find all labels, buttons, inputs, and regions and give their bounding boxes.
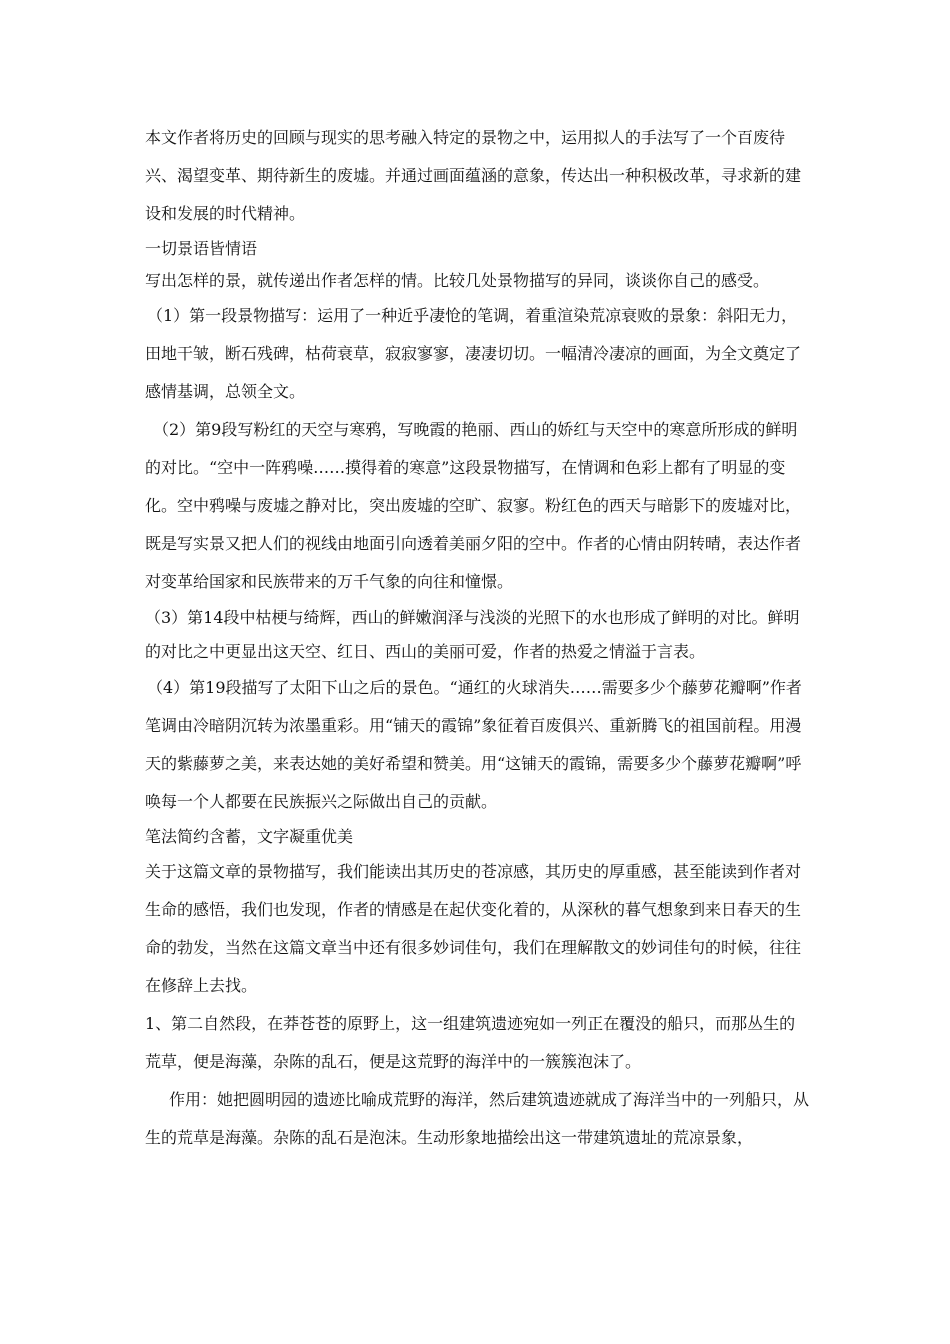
section-heading-scenery: 一切景语皆情语 [145, 239, 258, 258]
example-1-paragraph: 1、第二自然段，在莽苍苍的原野上，这一组建筑遗迹宛如一列正在覆没的船只，而那丛生的荒草，便是海藻，杂陈的乱石，便是这荒野的海洋中的一簇簇泡沫了。 [145, 1014, 796, 1071]
analysis-paragraph: 关于这篇文章的景物描写，我们能读出其历史的苍凉感，其历史的厚重感，甚至能读到作者对生命的感悟，我们也发现，作者的情感是在起伏变化着的，从深秋的暮气想象到来日春天的生命的勃发，当然在这篇文章当中还有很多妙词佳句，我们在理解散文的妙词佳句的时候，往往在修辞上去找。 [145, 862, 802, 995]
point-4-paragraph: （4）第19段描写了太阳下山之后的景色。“通红的火球消失……需要多少个藤萝花瓣啊”作者笔调由冷暗阴沉转为浓墨重彩。用“铺天的霞锦”象征着百废俱兴、重新腾飞的祖国前程。用漫天的紫藤萝之美，来表达她的美好希望和赞美。用“这铺天的霞锦，需要多少个藤萝花瓣啊”呼唤每一个人都要在民族振兴之际做出自己的贡献。 [145, 678, 802, 811]
effect-paragraph: 作用：她把圆明园的遗迹比喻成荒野的海洋，然后建筑遗迹就成了海洋当中的一列船只，从生的荒草是海藻。杂陈的乱石是泡沫。生动形象地描绘出这一带建筑遗址的荒凉景象， [145, 1090, 810, 1147]
section-heading-style: 笔法简约含蓄，文字凝重优美 [145, 827, 354, 846]
prompt-paragraph: 写出怎样的景，就传递出作者怎样的情。比较几处景物描写的异同，谈谈你自己的感受。 [145, 271, 770, 290]
point-1-paragraph: （1）第一段景物描写：运用了一种近乎凄怆的笔调，着重渲染荒凉衰败的景象：斜阳无力，田地干皱，断石残碑，枯荷衰草，寂寂寥寥，凄凄切切。一幅清冷凄凉的画面，为全文奠定了感情基调，总领全文。 [145, 306, 802, 401]
document-body [145, 119, 810, 1157]
point-3-paragraph: （3）第14段中枯梗与绮辉，西山的鲜嫩润泽与浅淡的光照下的水也形成了鲜明的对比。鲜明的对比之中更显出这天空、红日、西山的美丽可爱，作者的热爱之情溢于言表。 [145, 608, 800, 661]
intro-paragraph: 本文作者将历史的回顾与现实的思考融入特定的景物之中，运用拟人的手法写了一个百废待兴、渴望变革、期待新生的废墟。并通过画面蕴涵的意象，传达出一种积极改革，寻求新的建设和发展的时代精神。 [145, 128, 802, 223]
point-2-paragraph: （2）第9段写粉红的天空与寒鸦，写晚霞的艳丽、西山的娇红与天空中的寒意所形成的鲜明的对比。“空中一阵鸦噪……摸得着的寒意”这段景物描写，在情调和色彩上都有了明显的变化。空中鸦噪与废墟之静对比，突出废墟的空旷、寂寥。粉红色的西天与暗影下的废墟对比，既是写实景又把人们的视线由地面引向透着美丽夕阳的空中。作者的心情由阴转晴，表达作者对变革给国家和民族带来的万千气象的向往和憧憬。 [145, 420, 802, 591]
